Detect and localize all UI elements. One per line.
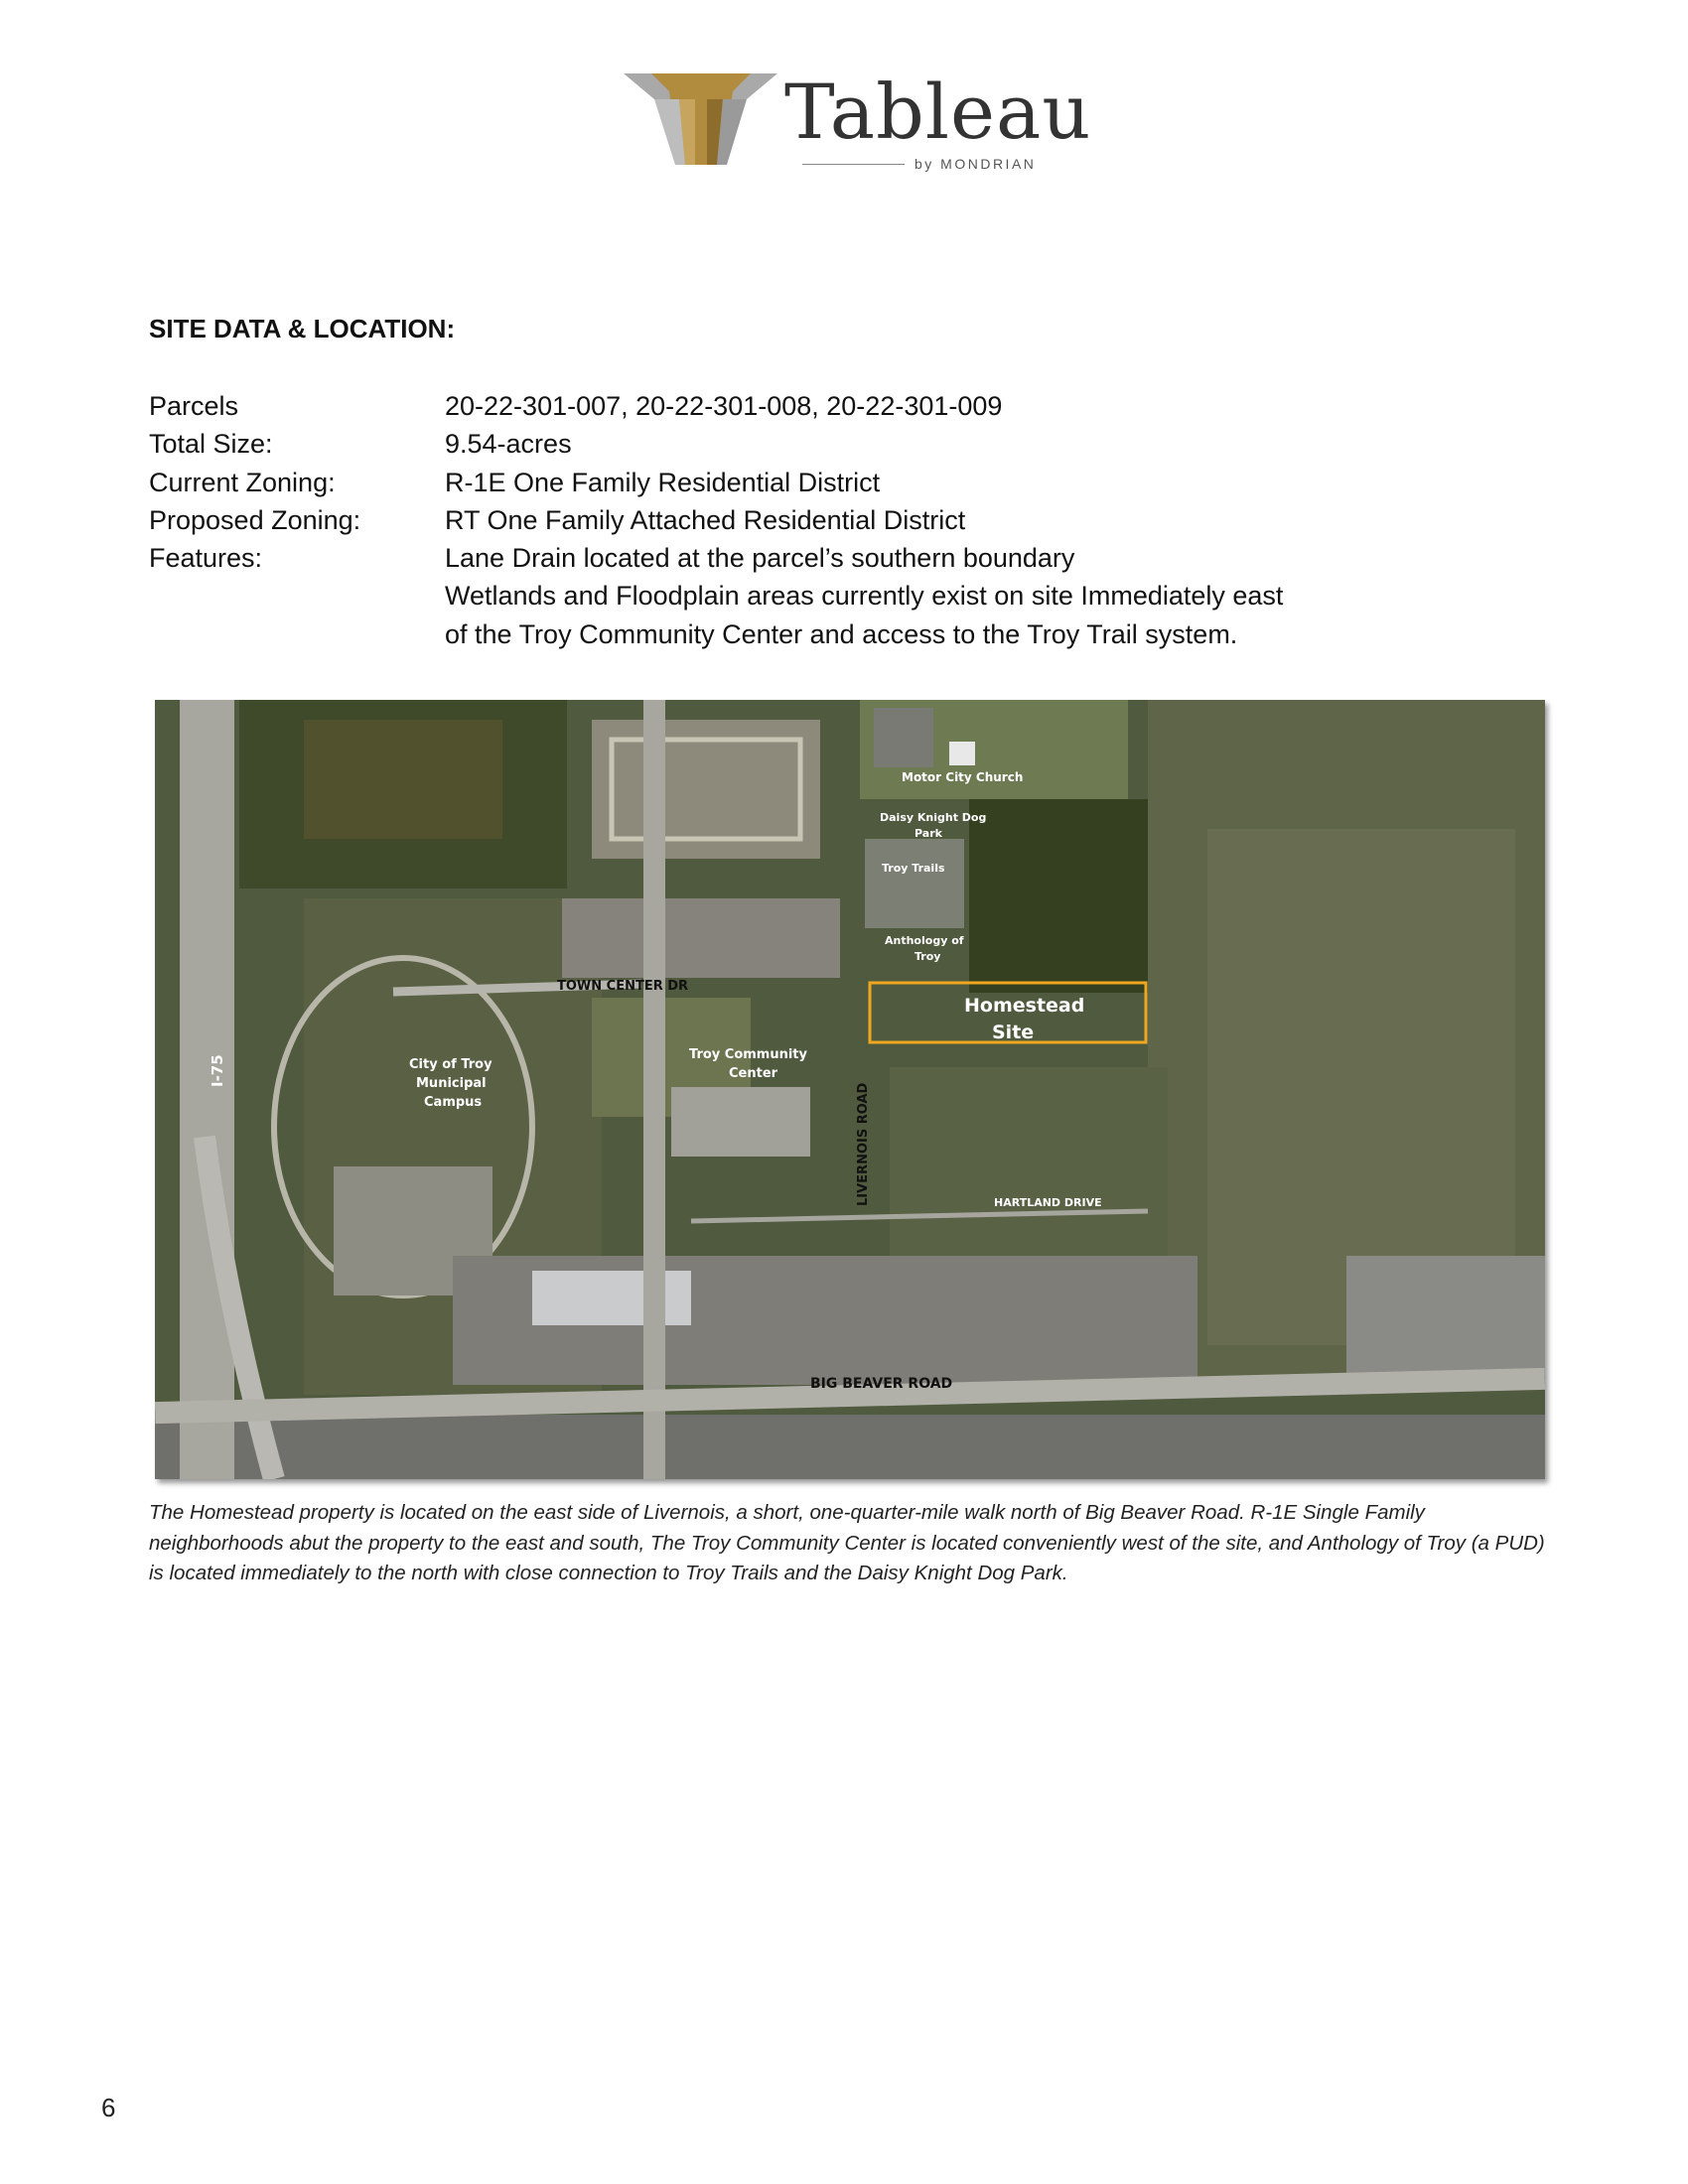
map-caption: The Homestead property is located on the east side of Livernois, a short, one-quarter-mile walk north of Big Beaver Road. R-1E Single Family neighborhoods abut the property to the east and south, The Troy Community Center is located conveniently west of the site, and Anthology of Troy (a PUD) is located immediately to the north with close connection to Troy Trails and the Daisy Knight Dog Park.: [149, 1501, 1545, 1584]
church-parking: [874, 708, 933, 767]
fact-label: [149, 615, 445, 653]
homestead-site-label-line2: Site: [992, 1022, 1035, 1043]
brand-wordmark: Tableau: [784, 68, 1092, 156]
anthology-label: Anthology of: [885, 934, 964, 947]
fact-label: Parcels: [149, 391, 239, 421]
aerial-site-map: [155, 700, 1545, 1479]
fact-value: R-1E One Family Residential District: [445, 467, 881, 497]
livernois-road: [643, 700, 665, 1479]
town-center-dr-label: TOWN CENTER DR: [557, 979, 689, 994]
town-center-lot: [562, 898, 840, 978]
fact-value: of the Troy Community Center and access to the Troy Trail system.: [445, 618, 1238, 649]
brand-byline: by MONDRIAN: [914, 156, 1037, 172]
anthology-buildings: [865, 839, 964, 928]
livernois-road-label: LIVERNOIS ROAD: [856, 1082, 871, 1206]
daisy-knight-label: Daisy Knight Dog: [880, 811, 987, 824]
warehouse-roof: [532, 1271, 691, 1325]
site-facts: [149, 387, 1283, 653]
fact-label: Current Zoning:: [149, 467, 336, 497]
fact-row: [149, 464, 1283, 501]
south-commercial: [155, 1415, 1545, 1479]
east-commercial: [1346, 1256, 1545, 1375]
tableau-logo-mark-icon: [624, 69, 777, 169]
motor-city-church-label: Motor City Church: [902, 770, 1024, 784]
brand-logo: [624, 68, 1092, 187]
brand-rule: [802, 164, 905, 165]
fact-label: Proposed Zoning:: [149, 504, 361, 535]
aerial-map-graphic: [155, 700, 1545, 1479]
church-building: [949, 742, 975, 765]
daisy-knight-label-line2: Park: [914, 827, 942, 840]
i75-highway: [180, 700, 234, 1479]
fact-value: RT One Family Attached Residential District: [445, 504, 966, 535]
fact-row: [149, 615, 1283, 653]
homestead-site-label: Homestead: [964, 995, 1085, 1017]
hartland-drive-label: HARTLAND DRIVE: [994, 1196, 1102, 1209]
fact-label: Total Size:: [149, 429, 273, 460]
fact-row: [149, 387, 1283, 425]
fact-value: Wetlands and Floodplain areas currently exist on site Immediately east: [445, 581, 1284, 612]
fact-row: [149, 577, 1283, 614]
section-title: SITE DATA & LOCATION:: [149, 314, 456, 343]
community-center-label: Troy Community: [689, 1047, 807, 1062]
community-center-building: [671, 1087, 810, 1157]
community-center-label-line2: Center: [729, 1066, 778, 1081]
autumn-trees: [304, 720, 502, 839]
city-of-troy-label: City of Troy: [409, 1057, 492, 1072]
big-beaver-road-label: BIG BEAVER ROAD: [810, 1376, 953, 1392]
city-of-troy-label-line2: Municipal: [416, 1076, 487, 1091]
fact-value: Lane Drain located at the parcel’s southern boundary: [445, 543, 1075, 574]
fact-value: 20-22-301-007, 20-22-301-008, 20-22-301-009: [445, 391, 1003, 421]
page-number: 6: [101, 2093, 116, 2122]
troy-trails-label: Troy Trails: [882, 862, 945, 875]
fact-row: [149, 539, 1283, 577]
fact-label: Features:: [149, 543, 263, 574]
city-of-troy-label-line3: Campus: [424, 1095, 483, 1110]
fact-value: 9.54-acres: [445, 429, 572, 460]
i75-label: I-75: [209, 1054, 226, 1087]
fact-label: [149, 577, 445, 614]
fact-row: [149, 501, 1283, 539]
anthology-label-line2: Troy: [914, 950, 941, 963]
fact-row: [149, 425, 1283, 463]
